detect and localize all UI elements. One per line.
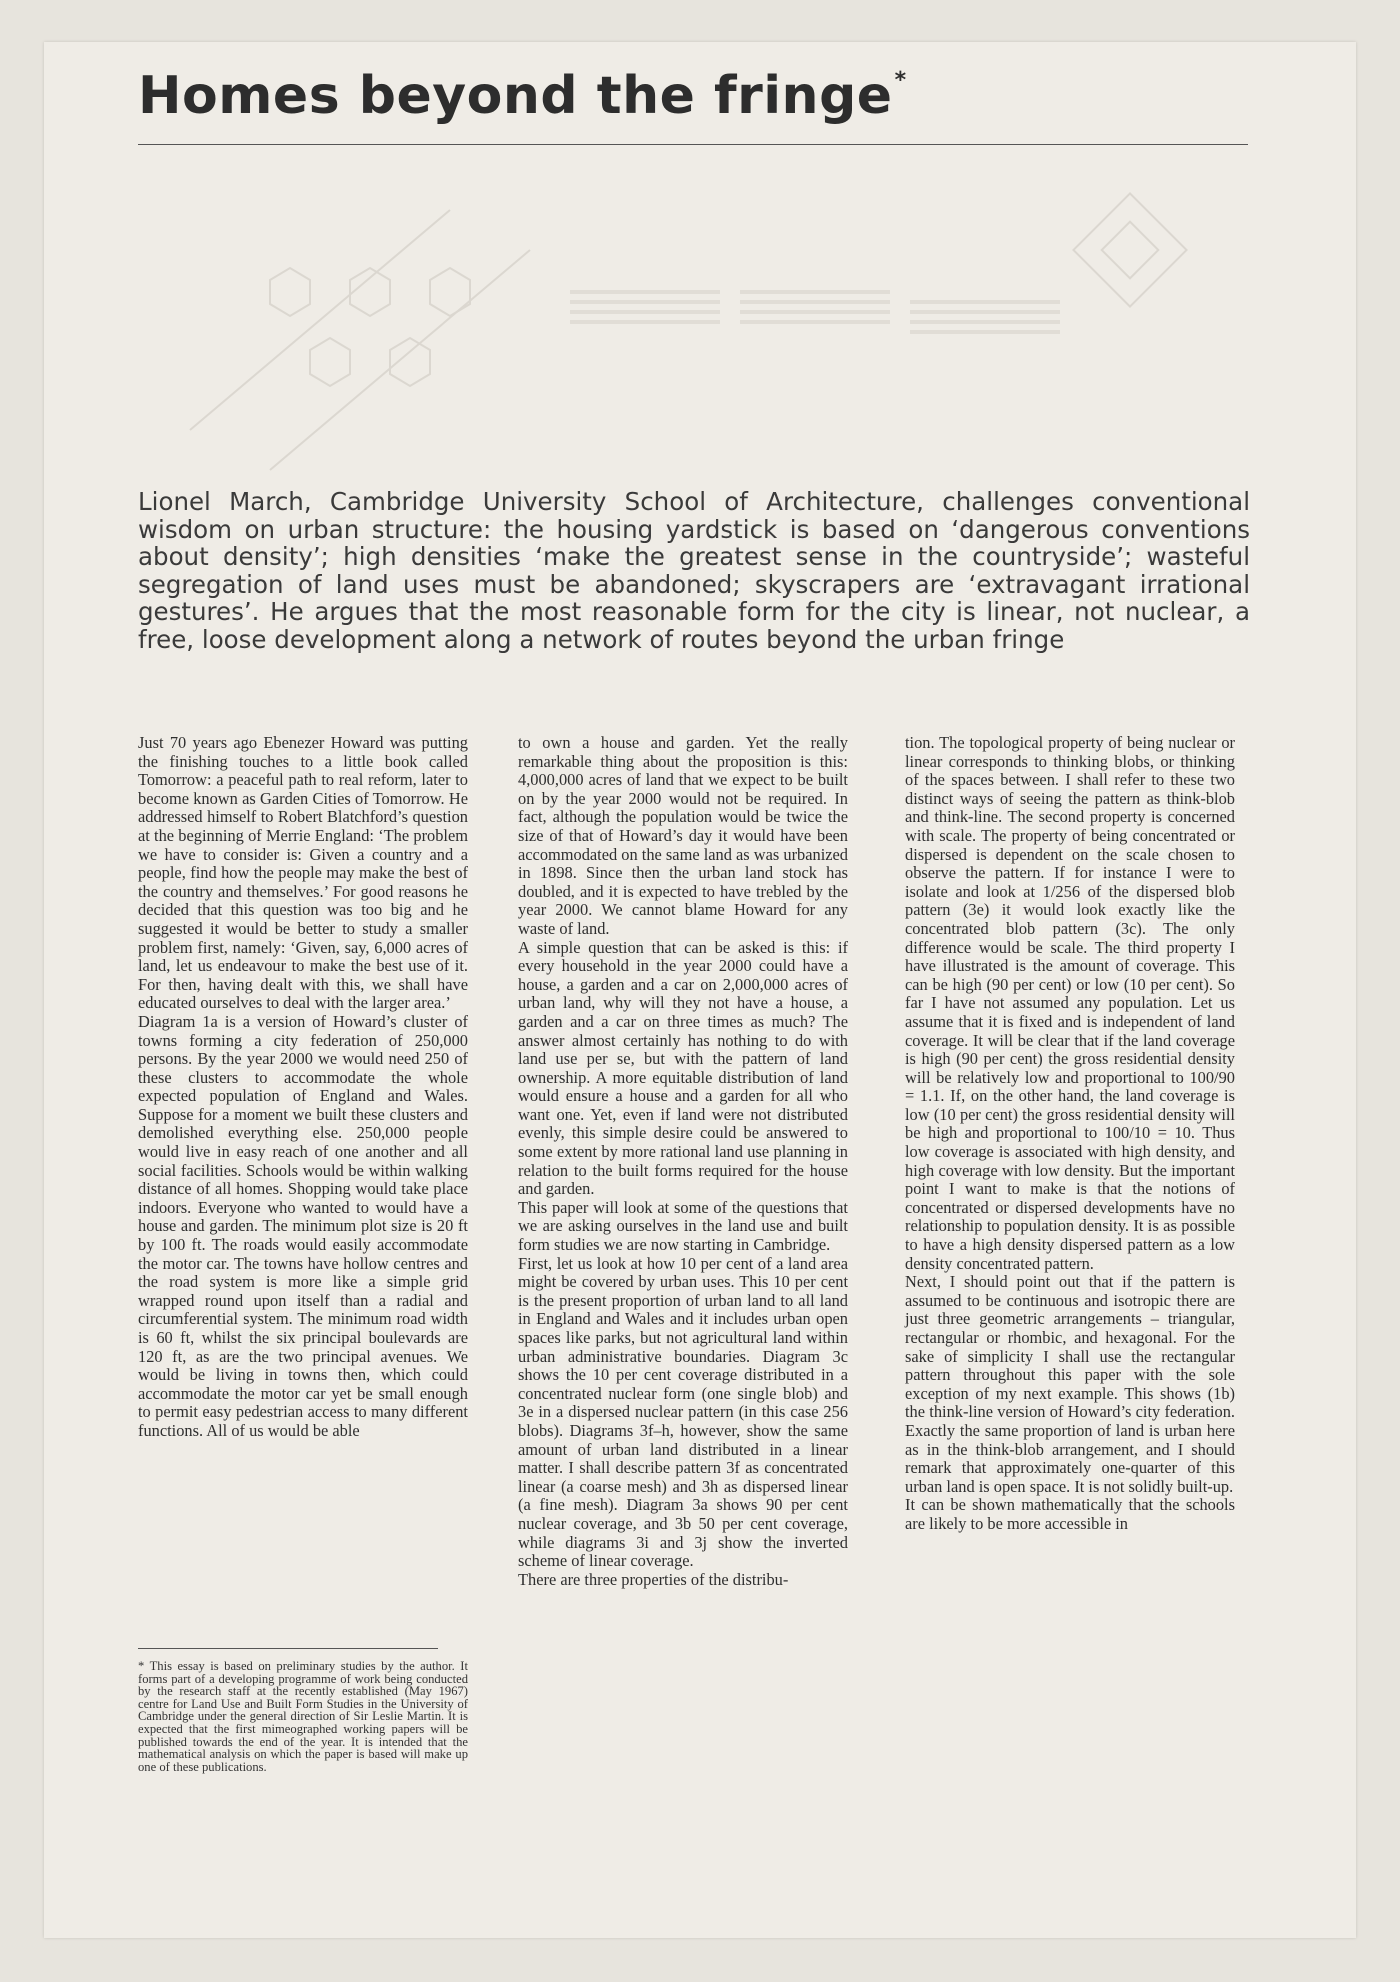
- paragraph: There are three properties of the distribu-: [518, 1569, 789, 1589]
- paragraph: This paper will look at some of the questions that we are asking ourselves in the land use and built form studies we are now starting in Cambridge.: [518, 1197, 848, 1255]
- footnote: * This essay is based on preliminary studies by the author. It forms part of a developing programme of work being conducted by the research staff at the recently established (May 1967) centre for Land Use and Built Form Studies in the University of Cambridge under the general direction of Sir Leslie Martin. It is expected that the first mimeographed working papers will be published towards the end of the year. It is intended that the mathematical analysis on which the paper is based will make up one of these publications.: [138, 1659, 468, 1774]
- body-column-2: [518, 734, 848, 1589]
- show-through-diagrams: [150, 170, 1250, 490]
- paragraph: A simple question that can be asked is this: if every household in the year 2000 could have a house, a garden and a car on 2,000,000 acres of urban land, why will they not have a house, a garden and a car on three times as much? The answer almost certainly has nothing to do with land use per se, but with the pattern of land ownership. A more equitable distribution of land would ensure a house and a garden for all who want one. Yet, even if land were not distributed evenly, this simple desire could be answered to some extent by more rational land use planning in relation to the built forms required for the house and garden.: [518, 937, 848, 1199]
- body-column-1: [138, 734, 468, 1441]
- paragraph: It can be shown mathematically that the schools are likely to be more accessible in: [905, 1495, 1235, 1533]
- article-title-text: Homes beyond the fringe: [138, 66, 893, 126]
- footnote-rule: [138, 1648, 438, 1649]
- paragraph: First, let us look at how 10 per cent of a land area might be covered by urban uses. This 10 per cent is the present proportion of urban land to all land in England and Wales and it includes urban open spaces like parks, but not agricultural land within urban administrative boundaries. Diagram 3c shows the 10 per cent coverage distributed in a concentrated nuclear form (one single blob) and 3e in a dispersed nuclear pattern (in this case 256 blobs). Diagrams 3f–h, however, show the same amount of urban land distributed in a linear matter. I shall describe pattern 3f as concentrated linear (a coarse mesh) and 3h as dispersed linear (a fine mesh). Diagram 3a shows 90 per cent nuclear coverage, and 3b 50 per cent coverage, while diagrams 3i and 3j show the inverted scheme of linear coverage.: [518, 1253, 848, 1571]
- article-title: [138, 66, 907, 126]
- paragraph: to own a house and garden. Yet the really remarkable thing about the proposition is this: 4,000,000 acres of land that we expect to be built on by the year 2000 would not be required. In fact, although the population would be twice the size of that of Howard’s day it would have been accommodated on the same land as was urbanized in 1898. Since then the urban land stock has doubled, and it is expected to have trebled by the year 2000. We cannot blame Howard for any waste of land.: [518, 733, 848, 938]
- paragraph: Diagram 1a is a version of Howard’s cluster of towns forming a city federation of 250,000 persons. By the year 2000 we would need 250 of these clusters to accommodate the whole expected population of England and Wales. Suppose for a moment we built these clusters and demolished everything else. 250,000 people would live in easy reach of one another and all social facilities. Schools would be within walking distance of all homes. Shopping would take place indoors. Everyone who wanted to would have a house and garden. The minimum plot size is 20 ft by 100 ft. The roads would easily accommodate the motor car. The towns have hollow centres and the road system is more like a simple grid wrapped round upon itself than a radial and circumferential system. The minimum road width is 60 ft, whilst the six principal boulevards are 120 ft, as are the two principal avenues. We would be living in towns then, which could accommodate the motor car yet be small enough to permit easy pedestrian access to many different functions. All of us would be able: [138, 1011, 468, 1440]
- title-footnote-mark: *: [894, 68, 907, 93]
- paragraph: Next, I should point out that if the pattern is assumed to be continuous and isotropic there are just three geometric arrangements – triangular, rectangular or rhombic, and hexagonal. For the sake of simplicity I shall use the rectangular pattern throughout this paper with the sole exception of my next example. This shows (1b) the think-line version of Howard’s city federation. Exactly the same proportion of land is urban here as in the think-blob arrangement, and I should remark that approximately one-quarter of this urban land is open space. It is not solidly built-up.: [905, 1272, 1235, 1496]
- body-column-3: [905, 734, 1235, 1534]
- paragraph: tion. The topological property of being nuclear or linear corresponds to thinking blobs, or thinking of the spaces between. I shall refer to these two distinct ways of seeing the pattern as think-blob and think-line. The second property is concerned with scale. The property of being concentrated or dispersed is dependent on the scale chosen to observe the pattern. If for instance I were to isolate and look at 1/256 of the dispersed blob pattern (3e) it would look exactly like the concentrated blob pattern (3c). The only difference would be scale. The third property I have illustrated is the amount of coverage. This can be high (90 per cent) or low (10 per cent). So far I have not assumed any population. Let us assume that it is fixed and is independent of land coverage. It will be clear that if the land coverage is high (90 per cent) the gross residential density will be relatively low and proportional to 100/90 = 1.1. If, on the other hand, the land coverage is low (10 per cent) the gross residential density will be high and proportional to 100/10 = 10. Thus low coverage is associated with high density, and high coverage with low density. But the important point I want to make is that the notions of concentrated or dispersed developments have no relationship to population density. It is as possible to have a high density dispersed pattern as a low density concentrated pattern.: [905, 733, 1235, 1273]
- paragraph: Just 70 years ago Ebenezer Howard was putting the finishing touches to a little book called Tomorrow: a peaceful path to real reform, later to become known as Garden Cities of Tomorrow. He addressed himself to Robert Blatchford’s question at the beginning of Merrie England: ‘The problem we have to consider is: Given a country and a people, find how the people may make the best of the country and themselves.’ For good reasons he decided that this question was too big and he suggested it would be better to study a smaller problem first, namely: ‘Given, say, 6,000 acres of land, let us endeavour to make the best use of it. For then, having dealt with this, we shall have educated ourselves to deal with the larger area.’: [138, 733, 468, 1013]
- title-rule: [138, 144, 1248, 145]
- intro-standfirst: Lionel March, Cambridge University School of Architecture, challenges conventional wisdom on urban structure: the housing yardstick is based on ‘dangerous conventions about density’; high densities ‘make the greatest sense in the countryside’; wasteful segregation of land uses must be abandoned; skyscrapers are ‘extravagant irrational gestures’. He argues that the most reasonable form for the city is linear, not nuclear, a free, loose development along a network of routes beyond the urban fringe: [138, 487, 1250, 654]
